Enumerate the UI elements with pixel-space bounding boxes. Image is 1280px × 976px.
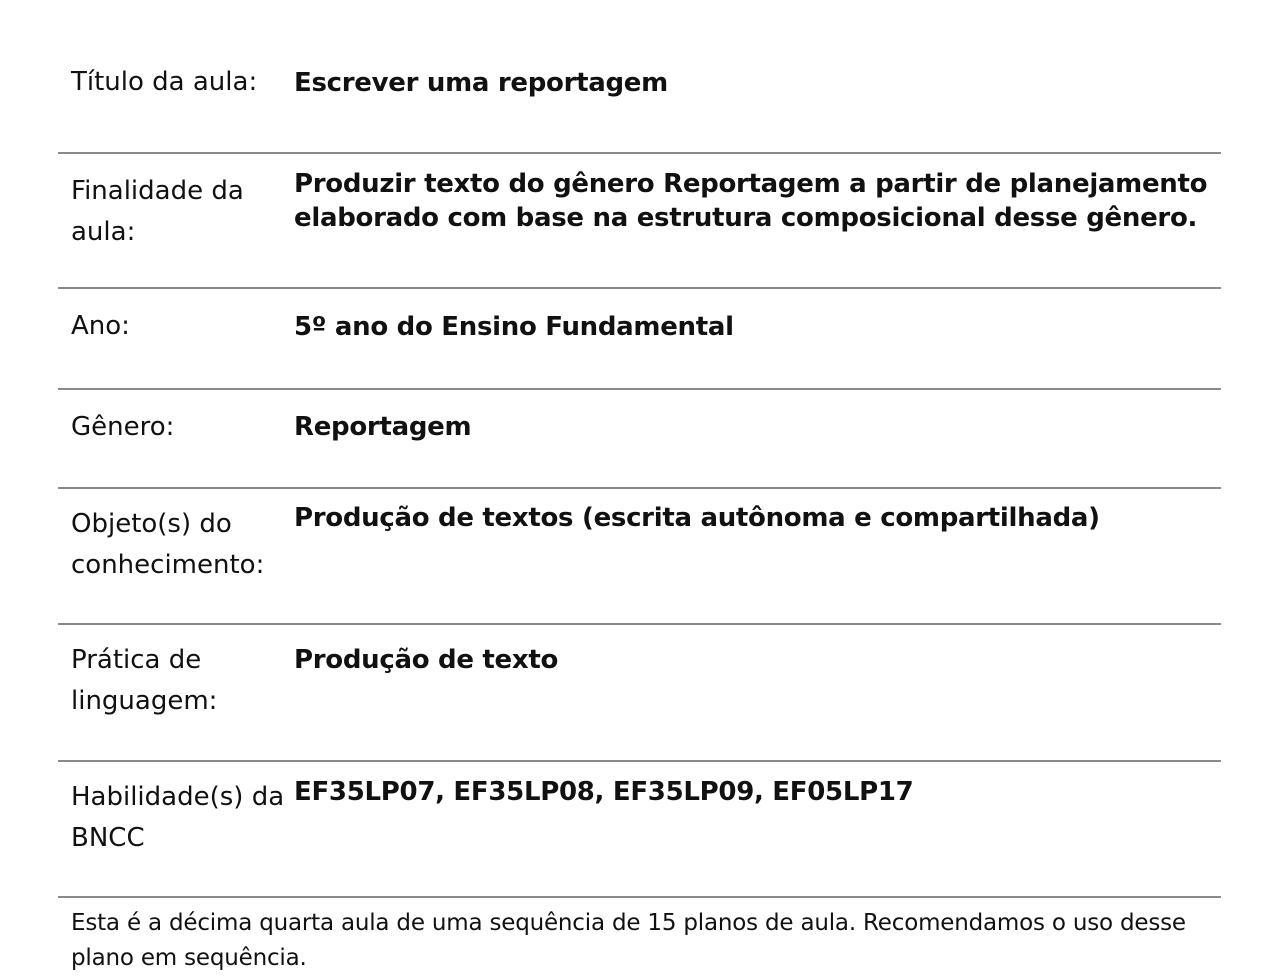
row-value-objeto: Produção de textos (escrita autônoma e compartilhada) — [294, 488, 1221, 624]
table-row-habilidade — [58, 761, 1221, 897]
table-row-genero — [58, 389, 1221, 488]
row-value-titulo: Escrever uma reportagem — [294, 40, 1221, 153]
row-label-ano: Ano: — [58, 288, 294, 389]
row-value-finalidade: Produzir texto do gênero Reportagem a partir de planejamento elaborado com base na estrutura composicional desse gênero. — [294, 153, 1221, 288]
row-label-pratica: Prática de linguagem: — [58, 624, 294, 761]
row-label-titulo: Título da aula: — [58, 40, 294, 153]
row-value-habilidade: EF35LP07, EF35LP08, EF35LP09, EF05LP17 — [294, 761, 1221, 897]
table-row-pratica — [58, 624, 1221, 761]
row-value-genero: Reportagem — [294, 389, 1221, 488]
row-label-objeto: Objeto(s) do conhecimento: — [58, 488, 294, 624]
row-value-ano: 5º ano do Ensino Fundamental — [294, 288, 1221, 389]
lesson-plan-sheet — [58, 40, 1221, 976]
row-label-finalidade: Finalidade da aula: — [58, 153, 294, 288]
table-row-finalidade — [58, 153, 1221, 288]
row-label-genero: Gênero: — [58, 389, 294, 488]
row-value-pratica: Produção de texto — [294, 624, 1221, 761]
table-row-objeto — [58, 488, 1221, 624]
table-row-titulo — [58, 40, 1221, 153]
lesson-plan-table — [58, 40, 1221, 898]
row-label-habilidade: Habilidade(s) da BNCC — [58, 761, 294, 897]
sequence-note: Esta é a décima quarta aula de uma sequência de 15 planos de aula. Recomendamos o uso desse plano em sequência. — [71, 910, 1186, 971]
table-row-ano — [58, 288, 1221, 389]
